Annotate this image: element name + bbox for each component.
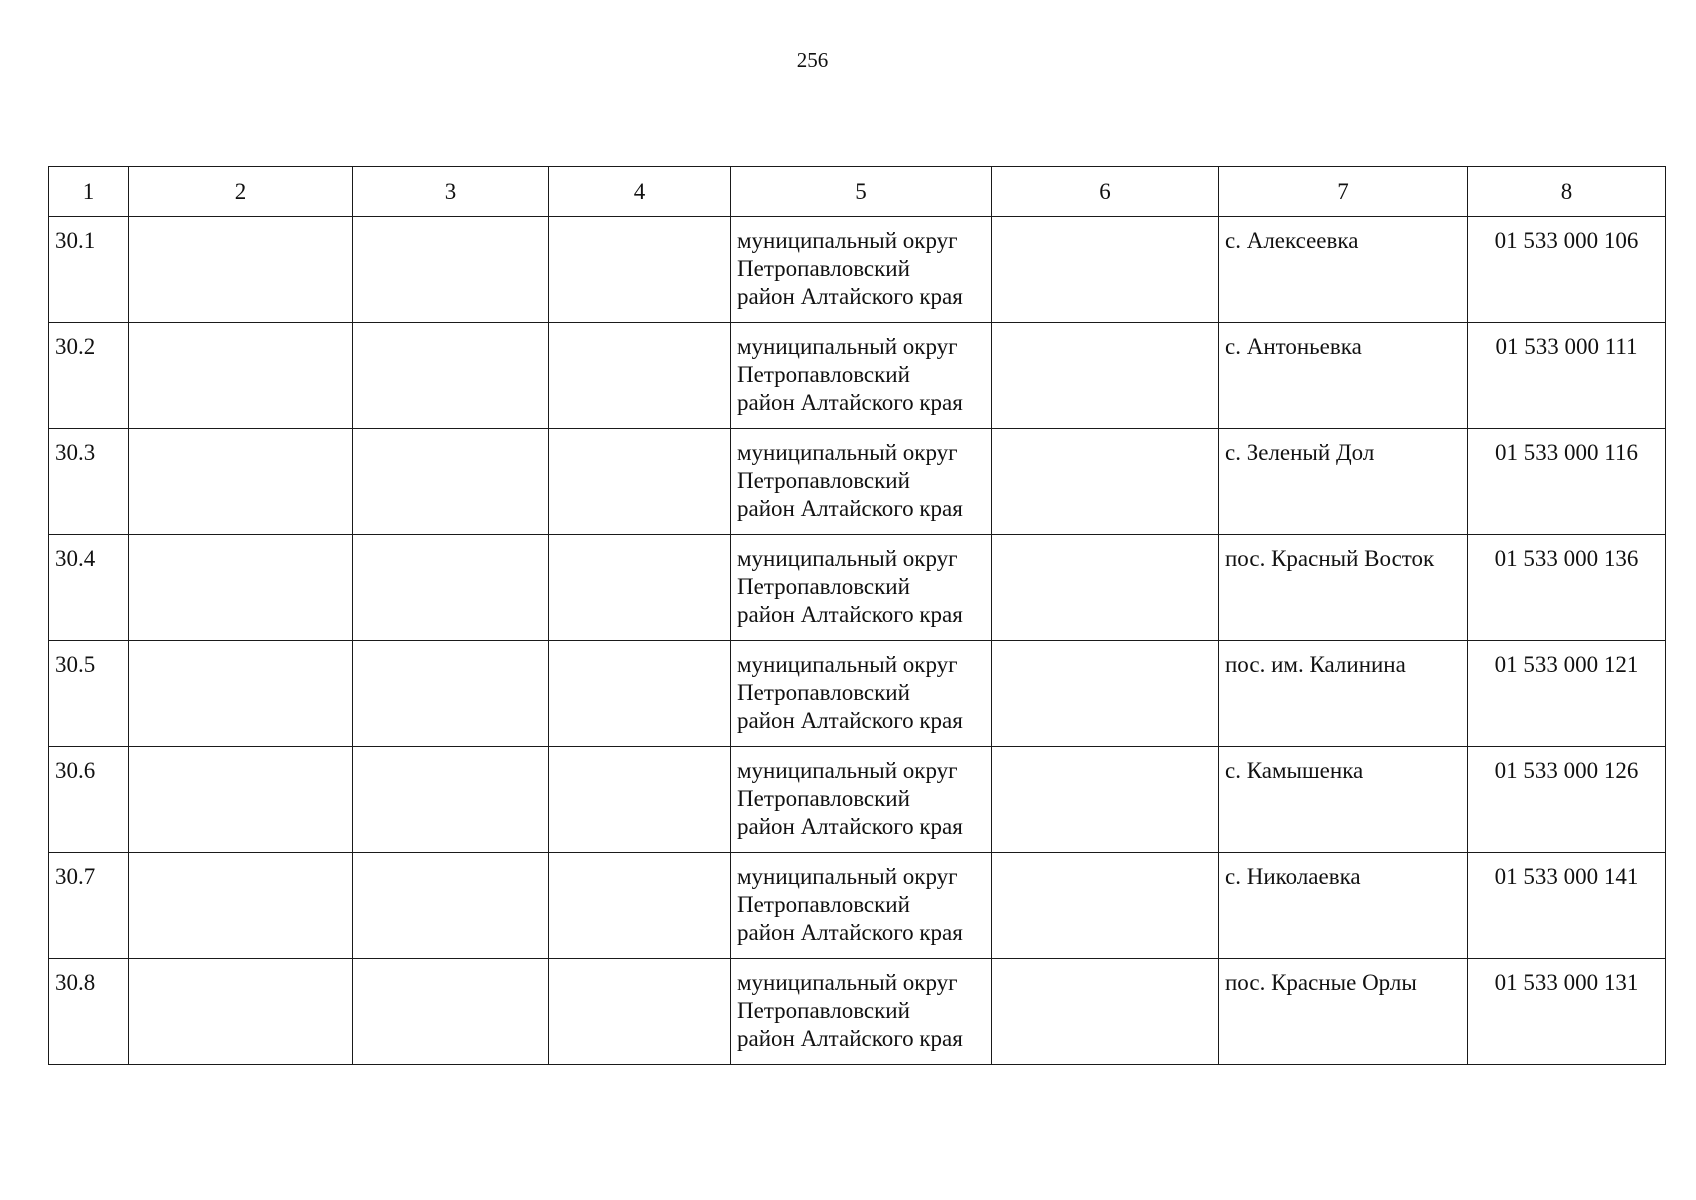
row-number: 30.1	[49, 217, 129, 323]
empty-cell	[992, 853, 1219, 959]
empty-cell	[353, 641, 549, 747]
empty-cell	[353, 853, 549, 959]
district-line: муниципальный округ	[737, 864, 958, 889]
code-cell	[1468, 959, 1666, 1065]
code-cell	[1468, 429, 1666, 535]
empty-cell	[129, 323, 353, 429]
registry-table	[48, 166, 1666, 1065]
empty-cell	[129, 959, 353, 1065]
column-header: 7	[1219, 167, 1468, 217]
oktmo-code: 01 533 000 106	[1494, 228, 1639, 253]
oktmo-code: 01 533 000 141	[1494, 864, 1639, 889]
table-row	[49, 323, 1666, 429]
table-row	[49, 429, 1666, 535]
code-cell	[1468, 853, 1666, 959]
district-cell	[731, 641, 992, 747]
code-cell	[1468, 641, 1666, 747]
column-header: 1	[49, 167, 129, 217]
district-line: муниципальный округ	[737, 970, 958, 995]
table-row	[49, 535, 1666, 641]
code-cell	[1468, 747, 1666, 853]
empty-cell	[992, 429, 1219, 535]
district-cell	[731, 747, 992, 853]
oktmo-code: 01 533 000 136	[1494, 546, 1639, 571]
settlement-cell: с. Николаевка	[1219, 853, 1468, 959]
column-header: 5	[731, 167, 992, 217]
column-header: 6	[992, 167, 1219, 217]
oktmo-code: 01 533 000 121	[1494, 652, 1639, 677]
district-line: муниципальный округ	[737, 546, 958, 571]
table-row	[49, 747, 1666, 853]
oktmo-code: 01 533 000 126	[1494, 758, 1639, 783]
district-line: Петропавловский	[737, 362, 910, 387]
row-number: 30.2	[49, 323, 129, 429]
empty-cell	[129, 641, 353, 747]
code-cell	[1468, 217, 1666, 323]
empty-cell	[549, 853, 731, 959]
row-number: 30.8	[49, 959, 129, 1065]
row-number: 30.6	[49, 747, 129, 853]
district-line: муниципальный округ	[737, 440, 958, 465]
empty-cell	[353, 535, 549, 641]
empty-cell	[992, 641, 1219, 747]
district-cell	[731, 853, 992, 959]
district-line: район Алтайского края	[737, 602, 963, 627]
district-cell	[731, 429, 992, 535]
district-line: Петропавловский	[737, 574, 910, 599]
oktmo-code: 01 533 000 116	[1495, 440, 1638, 465]
settlement-cell: пос. им. Калинина	[1219, 641, 1468, 747]
table-row	[49, 853, 1666, 959]
empty-cell	[549, 323, 731, 429]
settlement-cell: пос. Красные Орлы	[1219, 959, 1468, 1065]
district-line: муниципальный округ	[737, 758, 958, 783]
empty-cell	[353, 959, 549, 1065]
row-number: 30.4	[49, 535, 129, 641]
empty-cell	[353, 747, 549, 853]
empty-cell	[992, 323, 1219, 429]
district-line: район Алтайского края	[737, 1026, 963, 1051]
settlement-cell: пос. Красный Восток	[1219, 535, 1468, 641]
oktmo-code: 01 533 000 111	[1495, 334, 1638, 359]
empty-cell	[129, 747, 353, 853]
empty-cell	[549, 747, 731, 853]
row-number: 30.3	[49, 429, 129, 535]
district-line: район Алтайского края	[737, 284, 963, 309]
code-cell	[1468, 535, 1666, 641]
empty-cell	[129, 217, 353, 323]
table-row	[49, 217, 1666, 323]
district-cell	[731, 217, 992, 323]
column-header: 4	[549, 167, 731, 217]
district-line: район Алтайского края	[737, 814, 963, 839]
column-header: 8	[1468, 167, 1666, 217]
empty-cell	[549, 217, 731, 323]
column-header: 2	[129, 167, 353, 217]
settlement-cell: с. Антоньевка	[1219, 323, 1468, 429]
district-line: район Алтайского края	[737, 920, 963, 945]
row-number: 30.7	[49, 853, 129, 959]
code-cell	[1468, 323, 1666, 429]
empty-cell	[992, 535, 1219, 641]
empty-cell	[549, 429, 731, 535]
district-line: Петропавловский	[737, 892, 910, 917]
empty-cell	[129, 853, 353, 959]
district-line: Петропавловский	[737, 680, 910, 705]
district-line: муниципальный округ	[737, 652, 958, 677]
settlement-cell: с. Алексеевка	[1219, 217, 1468, 323]
district-line: Петропавловский	[737, 256, 910, 281]
district-line: муниципальный округ	[737, 334, 958, 359]
district-line: район Алтайского края	[737, 708, 963, 733]
district-line: район Алтайского края	[737, 496, 963, 521]
empty-cell	[992, 959, 1219, 1065]
header-row	[49, 167, 1666, 217]
table-row	[49, 641, 1666, 747]
settlement-cell: с. Камышенка	[1219, 747, 1468, 853]
district-line: район Алтайского края	[737, 390, 963, 415]
district-line: муниципальный округ	[737, 228, 958, 253]
district-cell	[731, 323, 992, 429]
oktmo-code: 01 533 000 131	[1494, 970, 1639, 995]
page-number: 256	[796, 48, 829, 72]
empty-cell	[549, 641, 731, 747]
row-number: 30.5	[49, 641, 129, 747]
district-line: Петропавловский	[737, 468, 910, 493]
empty-cell	[992, 747, 1219, 853]
table-row	[49, 959, 1666, 1065]
district-line: Петропавловский	[737, 786, 910, 811]
empty-cell	[129, 429, 353, 535]
empty-cell	[353, 323, 549, 429]
empty-cell	[992, 217, 1219, 323]
empty-cell	[549, 535, 731, 641]
empty-cell	[353, 429, 549, 535]
district-cell	[731, 959, 992, 1065]
column-header: 3	[353, 167, 549, 217]
district-cell	[731, 535, 992, 641]
district-line: Петропавловский	[737, 998, 910, 1023]
empty-cell	[353, 217, 549, 323]
settlement-cell: с. Зеленый Дол	[1219, 429, 1468, 535]
empty-cell	[129, 535, 353, 641]
empty-cell	[549, 959, 731, 1065]
